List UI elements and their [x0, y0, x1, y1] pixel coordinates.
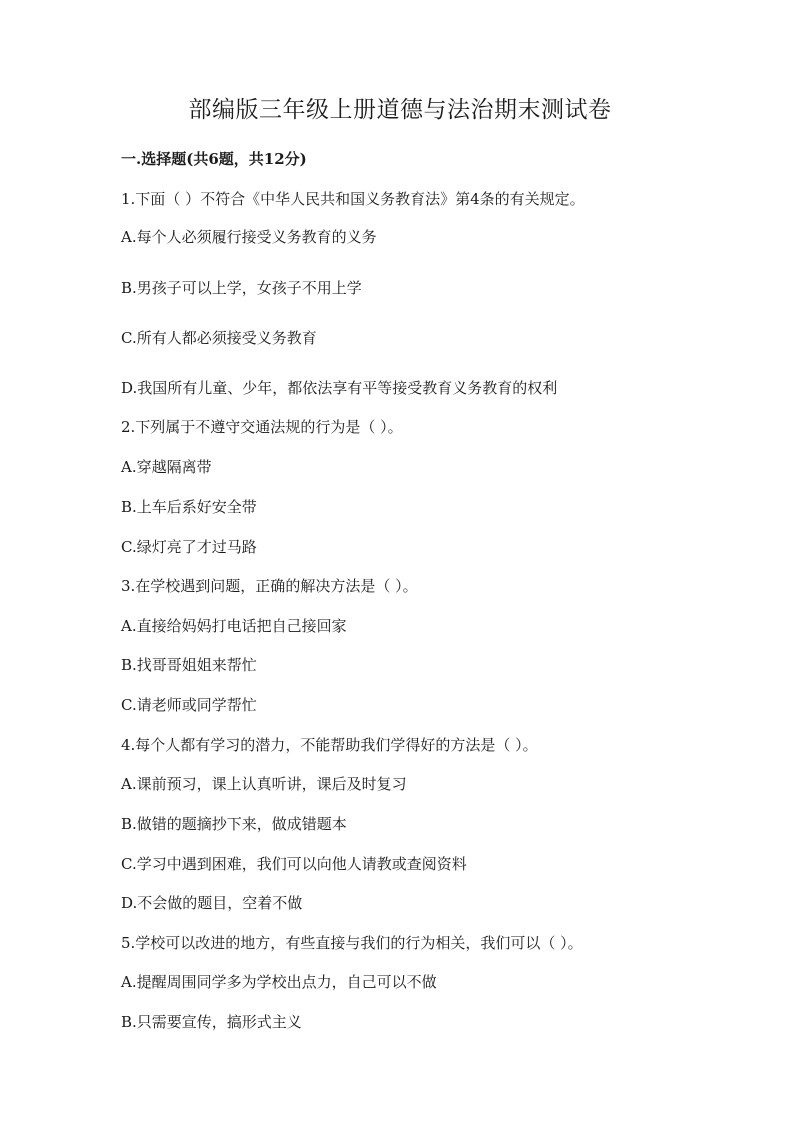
question-4-option-d: D.不会做的题目，空着不做	[121, 894, 303, 912]
exam-title: 部编版三年级上册道德与法治期末测试卷	[188, 97, 612, 123]
question-5-stem: 5.学校可以改进的地方，有些直接与我们的行为相关，我们可以（ ）。	[121, 934, 583, 952]
question-2-option-b: B.上车后系好安全带	[121, 498, 257, 516]
question-4-option-a: A.课前预习，课上认真听讲，课后及时复习	[121, 775, 407, 793]
question-2-option-a: A.穿越隔离带	[121, 458, 212, 476]
question-3-option-c: C.请老师或同学帮忙	[121, 696, 257, 714]
question-2-option-c: C.绿灯亮了才过马路	[121, 538, 257, 556]
question-2-stem: 2.下列属于不遵守交通法规的行为是（ ）。	[121, 418, 403, 436]
question-5-option-b: B.只需要宣传，搞形式主义	[121, 1013, 302, 1031]
question-1-stem: 1.下面（ ）不符合《中华人民共和国义务教育法》第4条的有关规定。	[121, 190, 585, 208]
question-1-option-d: D.我国所有儿童、少年，都依法享有平等接受教育义务教育的权利	[121, 379, 558, 397]
section-heading: 一.选择题(共6题，共12分)	[121, 150, 307, 168]
question-3-option-b: B.找哥哥姐姐来帮忙	[121, 656, 257, 674]
question-1-option-b: B.男孩子可以上学，女孩子不用上学	[121, 279, 362, 297]
question-4-stem: 4.每个人都有学习的潜力，不能帮助我们学得好的方法是（ ）。	[121, 736, 538, 754]
question-1-option-a: A.每个人必须履行接受义务教育的义务	[121, 228, 377, 246]
question-4-option-c: C.学习中遇到困难，我们可以向他人请教或查阅资料	[121, 855, 467, 873]
question-4-option-b: B.做错的题摘抄下来，做成错题本	[121, 815, 347, 833]
question-5-option-a: A.提醒周围同学多为学校出点力，自己可以不做	[121, 973, 437, 991]
question-3-option-a: A.直接给妈妈打电话把自己接回家	[121, 617, 347, 635]
question-3-stem: 3.在学校遇到问题，正确的解决方法是（ ）。	[121, 577, 418, 595]
question-1-option-c: C.所有人都必须接受义务教育	[121, 329, 317, 347]
